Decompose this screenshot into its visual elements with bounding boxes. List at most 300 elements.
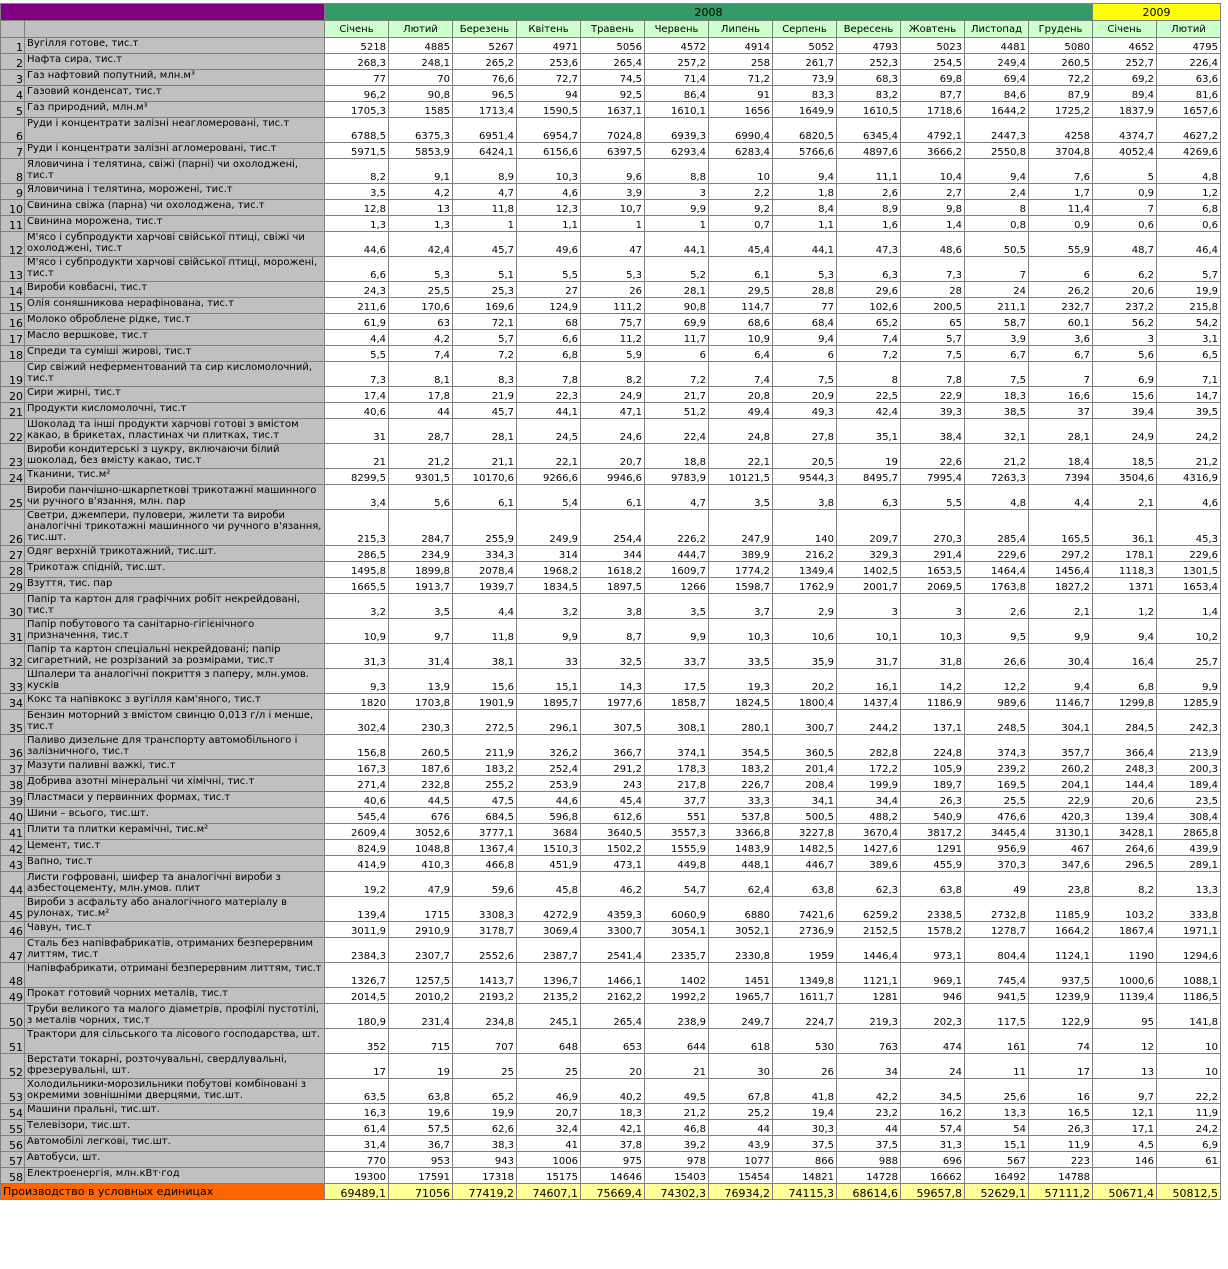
value-cell: 5056 xyxy=(581,38,645,54)
value-cell: 15,6 xyxy=(1093,387,1157,403)
value-cell: 420,3 xyxy=(1029,808,1093,824)
value-cell: 3777,1 xyxy=(453,824,517,840)
table-row xyxy=(1,792,1221,808)
table-row xyxy=(1,70,1221,86)
table-row xyxy=(1,922,1221,938)
table-row xyxy=(1,200,1221,216)
row-label: Кокс та напівкокс з вугілля кам'яного, тис.т xyxy=(25,694,325,710)
value-cell: 45,7 xyxy=(453,403,517,419)
value-cell: 10,9 xyxy=(325,619,389,644)
value-cell: 10 xyxy=(1157,1029,1221,1054)
value-cell: 17 xyxy=(1029,1054,1093,1079)
table-row xyxy=(1,257,1221,282)
row-number: 29 xyxy=(1,578,25,594)
value-cell: 4572 xyxy=(645,38,709,54)
row-label: Напівфабрикати, отримані безперервним литтям, тис.т xyxy=(25,963,325,988)
value-cell: 248,1 xyxy=(389,54,453,70)
table-row xyxy=(1,159,1221,184)
value-cell: 204,1 xyxy=(1029,776,1093,792)
row-label: Сталь без напівфабрикатів, отриманих безперервним литтям, тис.т xyxy=(25,938,325,963)
value-cell: 4652 xyxy=(1093,38,1157,54)
row-label: Паливо дизельне для транспорту автомобільного і залізничного, тис.т xyxy=(25,735,325,760)
row-number: 13 xyxy=(1,257,25,282)
row-number: 37 xyxy=(1,760,25,776)
value-cell: 249,7 xyxy=(709,1004,773,1029)
value-cell: 6954,7 xyxy=(517,118,581,143)
value-cell: 25,3 xyxy=(453,282,517,298)
table-row xyxy=(1,346,1221,362)
value-cell: 4,5 xyxy=(1093,1136,1157,1152)
value-cell: 2550,8 xyxy=(965,143,1029,159)
value-cell: 1774,2 xyxy=(709,562,773,578)
value-cell: 474 xyxy=(901,1029,965,1054)
table-row xyxy=(1,856,1221,872)
value-cell: 244,2 xyxy=(837,710,901,735)
value-cell: 122,9 xyxy=(1029,1004,1093,1029)
value-cell: 1959 xyxy=(773,938,837,963)
value-cell: 1446,4 xyxy=(837,938,901,963)
value-cell: 202,3 xyxy=(901,1004,965,1029)
table-row xyxy=(1,1029,1221,1054)
row-number: 4 xyxy=(1,86,25,102)
value-cell: 248,5 xyxy=(965,710,1029,735)
value-cell: 4897,6 xyxy=(837,143,901,159)
value-cell: 344 xyxy=(581,546,645,562)
value-cell: 14,7 xyxy=(1157,387,1221,403)
value-cell: 8,8 xyxy=(645,159,709,184)
row-number: 19 xyxy=(1,362,25,387)
value-cell: 40,6 xyxy=(325,403,389,419)
row-label: Шоколад та інші продукти харчові готові з вмістом какао, в брикетах, пластинах чи плитках, тис.т xyxy=(25,419,325,444)
value-cell: 67,8 xyxy=(709,1079,773,1104)
value-cell: 21,9 xyxy=(453,387,517,403)
table-row xyxy=(1,988,1221,1004)
value-cell: 1367,4 xyxy=(453,840,517,856)
table-row xyxy=(1,330,1221,346)
value-cell: 8,9 xyxy=(837,200,901,216)
value-cell: 22,1 xyxy=(709,444,773,469)
value-cell: 19,6 xyxy=(389,1104,453,1120)
value-cell: 2,4 xyxy=(965,184,1029,200)
value-cell: 975 xyxy=(581,1152,645,1168)
value-cell: 11,7 xyxy=(645,330,709,346)
value-cell: 4627,2 xyxy=(1157,118,1221,143)
value-cell: 69,8 xyxy=(901,70,965,86)
value-cell: 258 xyxy=(709,54,773,70)
row-number: 49 xyxy=(1,988,25,1004)
row-label: Одяг верхній трикотажний, тис.шт. xyxy=(25,546,325,562)
row-number: 44 xyxy=(1,872,25,897)
value-cell: 5,5 xyxy=(901,485,965,510)
value-cell: 25,2 xyxy=(709,1104,773,1120)
value-cell: 446,7 xyxy=(773,856,837,872)
value-cell: 26 xyxy=(581,282,645,298)
value-cell: 44 xyxy=(709,1120,773,1136)
value-cell: 10,7 xyxy=(581,200,645,216)
value-cell: 1665,5 xyxy=(325,578,389,594)
value-cell: 282,8 xyxy=(837,735,901,760)
value-cell: 255,9 xyxy=(453,510,517,546)
value-cell: 414,9 xyxy=(325,856,389,872)
table-row xyxy=(1,510,1221,546)
value-cell: 6,4 xyxy=(709,346,773,362)
value-cell: 215,8 xyxy=(1157,298,1221,314)
value-cell: 242,3 xyxy=(1157,710,1221,735)
value-cell: 1867,4 xyxy=(1093,922,1157,938)
value-cell: 12,2 xyxy=(965,669,1029,694)
value-cell: 4,2 xyxy=(389,330,453,346)
value-cell: 4,8 xyxy=(965,485,1029,510)
value-cell: 21,7 xyxy=(645,387,709,403)
value-cell: 2,6 xyxy=(965,594,1029,619)
value-cell: 144,4 xyxy=(1093,776,1157,792)
total-value-cell: 77419,2 xyxy=(453,1184,517,1200)
value-cell: 567 xyxy=(965,1152,1029,1168)
value-cell: 1077 xyxy=(709,1152,773,1168)
value-cell: 7 xyxy=(1029,362,1093,387)
value-cell: 1239,9 xyxy=(1029,988,1093,1004)
row-label: Нафта сира, тис.т xyxy=(25,54,325,70)
row-number: 26 xyxy=(1,510,25,546)
value-cell: 7 xyxy=(1093,200,1157,216)
value-cell: 140 xyxy=(773,510,837,546)
table-row xyxy=(1,824,1221,840)
row-label: Олія соняшникова нерафінована, тис.т xyxy=(25,298,325,314)
value-cell: 6397,5 xyxy=(581,143,645,159)
value-cell: 24,6 xyxy=(581,419,645,444)
value-cell: 47,3 xyxy=(837,232,901,257)
value-cell: 14,2 xyxy=(901,669,965,694)
value-cell: 1402,5 xyxy=(837,562,901,578)
value-cell: 10,9 xyxy=(709,330,773,346)
value-cell: 137,1 xyxy=(901,710,965,735)
value-cell: 16 xyxy=(1029,1079,1093,1104)
table-row xyxy=(1,694,1221,710)
value-cell: 7,2 xyxy=(453,346,517,362)
value-cell: 6375,3 xyxy=(389,118,453,143)
table-row xyxy=(1,143,1221,159)
value-cell: 31,3 xyxy=(901,1136,965,1152)
value-cell: 4,4 xyxy=(453,594,517,619)
value-cell: 596,8 xyxy=(517,808,581,824)
value-cell: 448,1 xyxy=(709,856,773,872)
row-label: Продукти кисломолочні, тис.т xyxy=(25,403,325,419)
value-cell: 37 xyxy=(1029,403,1093,419)
value-cell: 2609,4 xyxy=(325,824,389,840)
value-cell: 4885 xyxy=(389,38,453,54)
value-cell: 2732,8 xyxy=(965,897,1029,922)
value-cell: 10121,5 xyxy=(709,469,773,485)
value-cell: 105,9 xyxy=(901,760,965,776)
value-cell: 9,7 xyxy=(389,619,453,644)
value-cell: 4052,4 xyxy=(1093,143,1157,159)
value-cell: 183,2 xyxy=(709,760,773,776)
value-cell: 866 xyxy=(773,1152,837,1168)
value-cell: 62,4 xyxy=(709,872,773,897)
total-value-cell: 74115,3 xyxy=(773,1184,837,1200)
total-value-cell: 68614,6 xyxy=(837,1184,901,1200)
value-cell: 1048,8 xyxy=(389,840,453,856)
value-cell: 540,9 xyxy=(901,808,965,824)
value-cell: 230,3 xyxy=(389,710,453,735)
value-cell: 28,8 xyxy=(773,282,837,298)
value-cell: 1610,5 xyxy=(837,102,901,118)
corner-cell xyxy=(1,4,325,21)
value-cell: 3,5 xyxy=(645,594,709,619)
row-number: 3 xyxy=(1,70,25,86)
value-cell: 537,8 xyxy=(709,808,773,824)
value-cell: 4795 xyxy=(1157,38,1221,54)
value-cell: 23,8 xyxy=(1029,872,1093,897)
row-label: Бензин моторний з вмістом свинцю 0,013 г/л і менше, тис.т xyxy=(25,710,325,735)
row-label: М'ясо і субпродукти харчові свійської птиці, свіжі чи охолоджені, тис.т xyxy=(25,232,325,257)
value-cell: 169,6 xyxy=(453,298,517,314)
row-label: Газовий конденсат, тис.т xyxy=(25,86,325,102)
month-header: Листопад xyxy=(965,21,1029,38)
value-cell xyxy=(1093,1168,1157,1184)
value-cell: 44,1 xyxy=(517,403,581,419)
row-number: 11 xyxy=(1,216,25,232)
row-label: Верстати токарні, розточувальні, свердлувальні, фрезерувальні, шт. xyxy=(25,1054,325,1079)
value-cell: 16,1 xyxy=(837,669,901,694)
row-label: Масло вершкове, тис.т xyxy=(25,330,325,346)
value-cell: 7,3 xyxy=(325,362,389,387)
row-number: 47 xyxy=(1,938,25,963)
value-cell: 6424,1 xyxy=(453,143,517,159)
value-cell: 139,4 xyxy=(325,897,389,922)
value-cell: 1901,9 xyxy=(453,694,517,710)
value-cell: 55,9 xyxy=(1029,232,1093,257)
value-cell: 1326,7 xyxy=(325,963,389,988)
value-cell: 56,2 xyxy=(1093,314,1157,330)
value-cell: 21 xyxy=(645,1054,709,1079)
value-cell: 1483,9 xyxy=(709,840,773,856)
row-number: 16 xyxy=(1,314,25,330)
value-cell: 46,8 xyxy=(645,1120,709,1136)
value-cell: 7,1 xyxy=(1157,362,1221,387)
value-cell: 33,7 xyxy=(645,644,709,669)
value-cell: 1590,5 xyxy=(517,102,581,118)
value-cell: 7421,6 xyxy=(773,897,837,922)
value-cell: 208,4 xyxy=(773,776,837,792)
value-cell: 90,8 xyxy=(389,86,453,102)
value-cell: 1598,7 xyxy=(709,578,773,594)
value-cell: 24,3 xyxy=(325,282,389,298)
value-cell: 47,9 xyxy=(389,872,453,897)
value-cell: 308,1 xyxy=(645,710,709,735)
value-cell: 1301,5 xyxy=(1157,562,1221,578)
value-cell: 25,6 xyxy=(965,1079,1029,1104)
value-cell: 22,9 xyxy=(1029,792,1093,808)
value-cell: 21,2 xyxy=(645,1104,709,1120)
value-cell: 17,5 xyxy=(645,669,709,694)
month-header: Жовтень xyxy=(901,21,965,38)
total-value-cell: 59657,8 xyxy=(901,1184,965,1200)
value-cell: 308,4 xyxy=(1157,808,1221,824)
row-label: Спреди та суміші жирові, тис.т xyxy=(25,346,325,362)
value-cell: 13,3 xyxy=(1157,872,1221,897)
value-cell: 3,5 xyxy=(389,594,453,619)
value-cell: 26,3 xyxy=(1029,1120,1093,1136)
value-cell: 180,9 xyxy=(325,1004,389,1029)
value-cell: 61,9 xyxy=(325,314,389,330)
value-cell: 1413,7 xyxy=(453,963,517,988)
value-cell: 2910,9 xyxy=(389,922,453,938)
value-cell: 9,9 xyxy=(1157,669,1221,694)
value-cell: 6345,4 xyxy=(837,118,901,143)
value-cell: 1899,8 xyxy=(389,562,453,578)
value-cell: 6951,4 xyxy=(453,118,517,143)
value-cell: 26,6 xyxy=(965,644,1029,669)
row-number: 1 xyxy=(1,38,25,54)
row-number: 22 xyxy=(1,419,25,444)
value-cell: 1,6 xyxy=(837,216,901,232)
value-cell: 28,1 xyxy=(1029,419,1093,444)
value-cell: 20,2 xyxy=(773,669,837,694)
value-cell: 2387,7 xyxy=(517,938,581,963)
value-cell: 488,2 xyxy=(837,808,901,824)
value-cell: 45,4 xyxy=(581,792,645,808)
value-cell: 6,2 xyxy=(1093,257,1157,282)
row-number: 40 xyxy=(1,808,25,824)
value-cell: 63,8 xyxy=(773,872,837,897)
value-cell: 65,2 xyxy=(837,314,901,330)
total-value-cell: 74302,3 xyxy=(645,1184,709,1200)
row-number: 53 xyxy=(1,1079,25,1104)
value-cell: 2447,3 xyxy=(965,118,1029,143)
value-cell: 3684 xyxy=(517,824,581,840)
value-cell: 11,4 xyxy=(1029,200,1093,216)
value-cell: 7,2 xyxy=(837,346,901,362)
total-value-cell: 50812,5 xyxy=(1157,1184,1221,1200)
table-row xyxy=(1,86,1221,102)
value-cell: 71,2 xyxy=(709,70,773,86)
value-cell: 81,6 xyxy=(1157,86,1221,102)
value-cell: 252,3 xyxy=(837,54,901,70)
value-cell: 17,4 xyxy=(325,387,389,403)
value-cell: 17318 xyxy=(453,1168,517,1184)
month-header: Січень xyxy=(325,21,389,38)
value-cell: 94 xyxy=(517,86,581,102)
table-row xyxy=(1,546,1221,562)
value-cell: 58,7 xyxy=(965,314,1029,330)
total-value-cell: 75669,4 xyxy=(581,1184,645,1200)
value-cell: 8299,5 xyxy=(325,469,389,485)
value-cell: 169,5 xyxy=(965,776,1029,792)
value-cell: 226,7 xyxy=(709,776,773,792)
value-cell: 15403 xyxy=(645,1168,709,1184)
value-cell: 22,5 xyxy=(837,387,901,403)
value-cell: 2307,7 xyxy=(389,938,453,963)
value-cell: 804,4 xyxy=(965,938,1029,963)
row-label: Електроенергія, млн.кВт·год xyxy=(25,1168,325,1184)
total-value-cell: 76934,2 xyxy=(709,1184,773,1200)
value-cell: 178,1 xyxy=(1093,546,1157,562)
value-cell: 12,8 xyxy=(325,200,389,216)
value-cell: 2541,4 xyxy=(581,938,645,963)
value-cell: 8,2 xyxy=(1093,872,1157,897)
value-cell: 1190 xyxy=(1093,938,1157,963)
value-cell: 1992,2 xyxy=(645,988,709,1004)
value-cell: 8,4 xyxy=(773,200,837,216)
row-number: 9 xyxy=(1,184,25,200)
value-cell: 24 xyxy=(965,282,1029,298)
value-cell: 7024,8 xyxy=(581,118,645,143)
value-cell: 89,4 xyxy=(1093,86,1157,102)
value-cell: 65 xyxy=(901,314,965,330)
value-cell: 20,7 xyxy=(581,444,645,469)
month-header: Липень xyxy=(709,21,773,38)
value-cell: 4316,9 xyxy=(1157,469,1221,485)
table-row xyxy=(1,314,1221,330)
value-cell: 11 xyxy=(965,1054,1029,1079)
value-cell: 9301,5 xyxy=(389,469,453,485)
value-cell: 3557,3 xyxy=(645,824,709,840)
value-cell: 9,8 xyxy=(901,200,965,216)
table-row xyxy=(1,710,1221,735)
value-cell: 9,4 xyxy=(773,159,837,184)
value-cell: 1482,5 xyxy=(773,840,837,856)
value-cell: 26,2 xyxy=(1029,282,1093,298)
value-cell: 16,5 xyxy=(1029,1104,1093,1120)
row-label: Цемент, тис.т xyxy=(25,840,325,856)
value-cell: 63 xyxy=(389,314,453,330)
value-cell: 24,9 xyxy=(581,387,645,403)
value-cell: 268,3 xyxy=(325,54,389,70)
value-cell: 5,2 xyxy=(645,257,709,282)
value-cell: 451,9 xyxy=(517,856,581,872)
value-cell: 7,4 xyxy=(837,330,901,346)
value-cell: 238,9 xyxy=(645,1004,709,1029)
row-label: Мазути паливні важкі, тис.т xyxy=(25,760,325,776)
value-cell: 2338,5 xyxy=(901,897,965,922)
value-cell: 254,4 xyxy=(581,510,645,546)
value-cell: 1653,5 xyxy=(901,562,965,578)
value-cell: 3,5 xyxy=(325,184,389,200)
value-cell: 172,2 xyxy=(837,760,901,776)
value-cell: 26,3 xyxy=(901,792,965,808)
value-cell: 824,9 xyxy=(325,840,389,856)
value-cell: 70 xyxy=(389,70,453,86)
value-cell: 12 xyxy=(1093,1029,1157,1054)
value-cell: 6,8 xyxy=(1093,669,1157,694)
value-cell: 7995,4 xyxy=(901,469,965,485)
value-cell: 1185,9 xyxy=(1029,897,1093,922)
value-cell: 237,2 xyxy=(1093,298,1157,314)
value-cell: 10,6 xyxy=(773,619,837,644)
value-cell: 34,5 xyxy=(901,1079,965,1104)
value-cell: 77 xyxy=(773,298,837,314)
value-cell: 54 xyxy=(965,1120,1029,1136)
value-cell: 72,2 xyxy=(1029,70,1093,86)
value-cell: 18,3 xyxy=(581,1104,645,1120)
value-cell: 25,5 xyxy=(965,792,1029,808)
value-cell: 13 xyxy=(1093,1054,1157,1079)
value-cell: 2,7 xyxy=(901,184,965,200)
value-cell: 4,6 xyxy=(517,184,581,200)
value-cell: 21 xyxy=(325,444,389,469)
value-cell: 20 xyxy=(581,1054,645,1079)
value-cell: 33,3 xyxy=(709,792,773,808)
value-cell: 22,3 xyxy=(517,387,581,403)
value-cell: 6,5 xyxy=(1157,346,1221,362)
value-cell: 366,7 xyxy=(581,735,645,760)
value-cell: 5052 xyxy=(773,38,837,54)
value-cell: 0,8 xyxy=(965,216,1029,232)
value-cell: 28,1 xyxy=(645,282,709,298)
value-cell: 95 xyxy=(1093,1004,1157,1029)
value-cell: 19,4 xyxy=(773,1104,837,1120)
